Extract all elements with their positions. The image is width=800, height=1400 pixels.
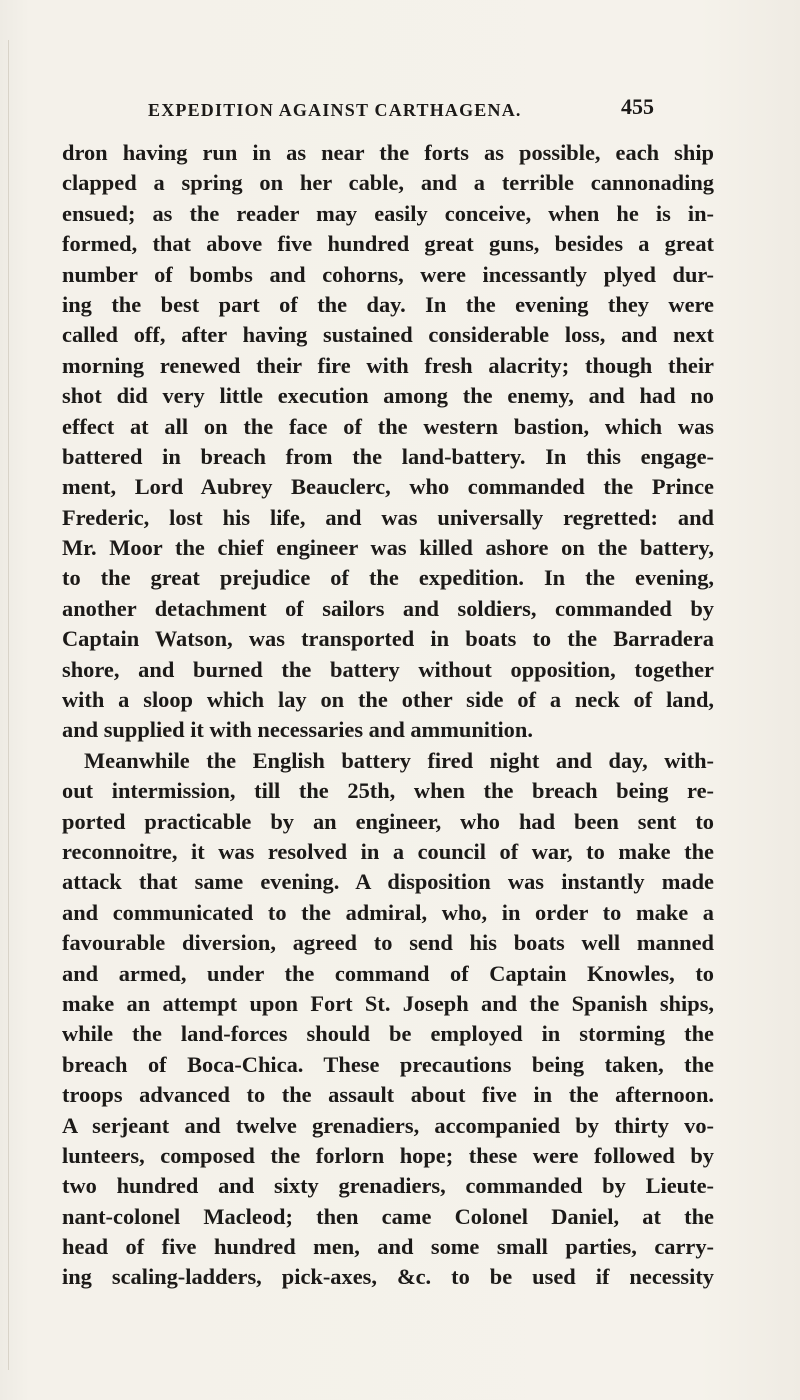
text-line: breach of Boca-Chica. These precautions being taken, the <box>62 1051 714 1077</box>
text-line: make an attempt upon Fort St. Joseph and the Spanish ships, <box>62 990 714 1016</box>
running-head <box>148 94 658 124</box>
text-line: morning renewed their fire with fresh alacrity; though their <box>62 352 714 378</box>
text-line: dron having run in as near the forts as possible, each ship <box>62 140 714 165</box>
text-line: battered in breach from the land-battery. In this engage- <box>62 443 714 469</box>
text-line: another detachment of sailors and soldiers, commanded by <box>62 595 714 621</box>
text-line: clapped a spring on her cable, and a terrible cannonading <box>62 170 714 196</box>
text-line: and armed, under the command of Captain Knowles, to <box>62 960 714 986</box>
text-line: ing scaling-ladders, pick-axes, &c. to be used if necessity <box>62 1264 714 1290</box>
text-line: head of five hundred men, and some small parties, carry- <box>62 1234 714 1260</box>
text-line: Captain Watson, was transported in boats to the Barradera <box>62 626 714 652</box>
text-line: number of bombs and cohorns, were incessantly plyed dur- <box>62 261 714 287</box>
text-line: Mr. Moor the chief engineer was killed ashore on the battery, <box>62 535 714 561</box>
text-line: with a sloop which lay on the other side of a neck of land, <box>62 687 714 713</box>
running-title: EXPEDITION AGAINST CARTHAGENA. <box>148 100 522 120</box>
text-line: out intermission, till the 25th, when the breach being re- <box>62 778 714 804</box>
text-line: to the great prejudice of the expedition. In the evening, <box>62 565 714 591</box>
text-line: shot did very little execution among the enemy, and had no <box>62 383 714 409</box>
paragraph-start-line: Meanwhile the English battery fired night and day, with- <box>84 747 714 773</box>
text-line: ensued; as the reader may easily conceive, when he is in- <box>62 200 714 226</box>
text-line: ported practicable by an engineer, who had been sent to <box>62 808 714 834</box>
text-line: ing the best part of the day. In the evening they were <box>62 291 714 317</box>
body-text <box>62 138 714 1293</box>
text-line: Frederic, lost his life, and was universally regretted: and <box>62 504 714 530</box>
text-line: nant-colonel Macleod; then came Colonel Daniel, at the <box>62 1203 714 1229</box>
text-line: formed, that above five hundred great guns, besides a great <box>62 231 714 257</box>
page-number: 455 <box>621 94 654 119</box>
text-line: while the land-forces should be employed in storming the <box>62 1021 714 1047</box>
text-line: effect at all on the face of the western bastion, which was <box>62 413 714 439</box>
text-line: reconnoitre, it was resolved in a council of war, to make the <box>62 838 714 864</box>
paragraph-end-line: and supplied it with necessaries and ammunition. <box>62 717 533 743</box>
text-line: two hundred and sixty grenadiers, commanded by Lieute- <box>62 1173 714 1199</box>
text-line: ment, Lord Aubrey Beauclerc, who commanded the Prince <box>62 474 714 500</box>
text-line: and communicated to the admiral, who, in order to make a <box>62 899 714 925</box>
text-line: favourable diversion, agreed to send his boats well manned <box>62 930 714 956</box>
text-line: troops advanced to the assault about five in the afternoon. <box>62 1082 714 1108</box>
text-line: attack that same evening. A disposition was instantly made <box>62 869 714 895</box>
text-line: shore, and burned the battery without opposition, together <box>62 656 714 682</box>
text-line: lunteers, composed the forlorn hope; these were followed by <box>62 1142 714 1168</box>
text-line: called off, after having sustained considerable loss, and next <box>62 322 714 348</box>
text-line: A serjeant and twelve grenadiers, accompanied by thirty vo- <box>62 1112 714 1138</box>
page-gutter-edge <box>8 40 9 1370</box>
